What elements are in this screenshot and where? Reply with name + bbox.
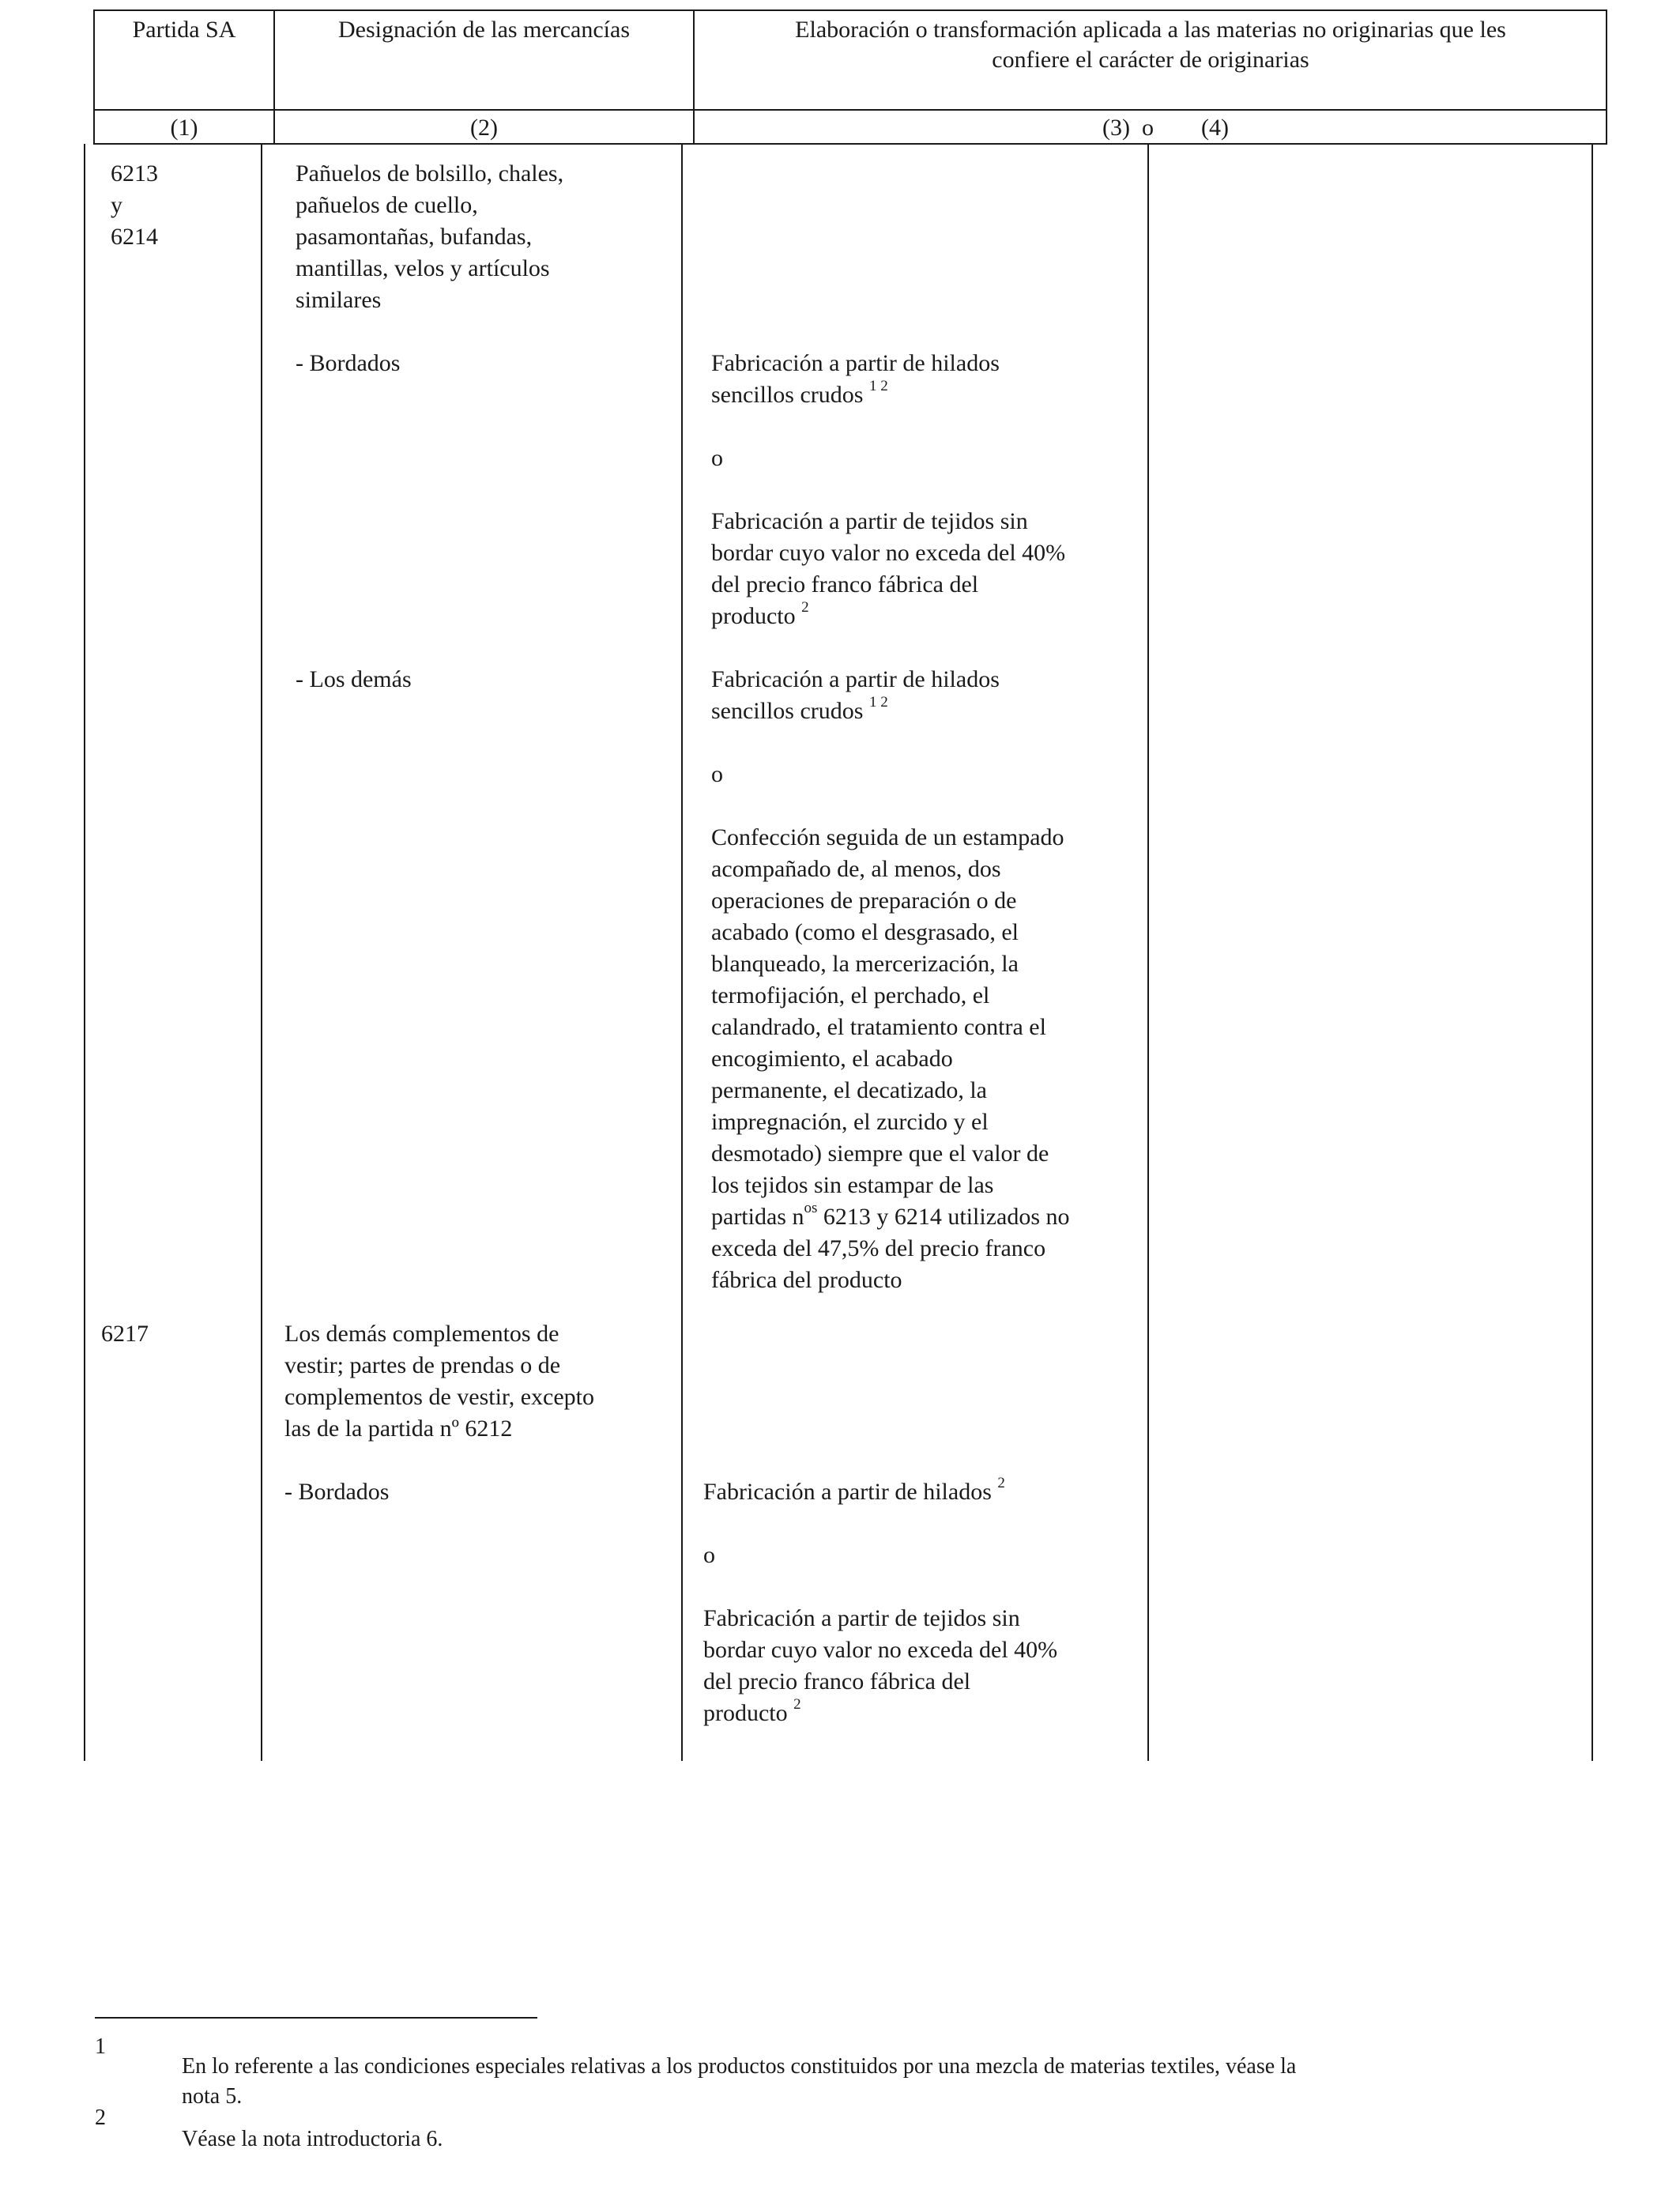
or-word: o: [711, 445, 723, 471]
rule-line: acompañado de, al menos, dos: [711, 856, 1001, 882]
rule-line: exceda del 47,5% del precio franco: [711, 1235, 1046, 1261]
rule-line: Fabricación a partir de tejidos sin: [703, 1605, 1020, 1631]
or-word: o: [703, 1542, 715, 1568]
header-designacion: Designación de las mercancías: [337, 17, 630, 43]
row-designation-line: pañuelos de cuello,: [296, 192, 478, 218]
rule-line: del precio franco fábrica del: [711, 571, 979, 598]
row-code-line: y: [111, 192, 122, 218]
subitem-label: - Bordados: [296, 350, 401, 376]
footnote-ref: 1 2: [868, 694, 888, 711]
rule-line: [703, 1476, 1005, 1508]
body-divider-2: [681, 144, 683, 1761]
rule-line: bordar cuyo valor no exceda del 40%: [703, 1637, 1058, 1663]
header-bottom-rule: [93, 109, 1607, 111]
rule-line: fábrica del producto: [711, 1267, 902, 1293]
row-designation-line: mantillas, velos y artículos: [296, 255, 550, 281]
superscript-os: os: [804, 1200, 818, 1216]
footnote-ref: 2: [997, 1475, 1005, 1491]
subitem-label: - Bordados: [284, 1479, 390, 1505]
colnum-or: o: [1142, 115, 1154, 141]
rule-text: sencillos crudos: [711, 382, 864, 408]
rule-line: calandrado, el tratamiento contra el: [711, 1014, 1046, 1040]
row-code-line: 6213: [111, 160, 158, 187]
row-designation-line: vestir; partes de prendas o de: [284, 1352, 561, 1378]
body-divider-3: [1147, 144, 1149, 1761]
row-designation-line: Los demás complementos de: [284, 1321, 559, 1347]
rule-text: Fabricación a partir de hilados: [703, 1479, 992, 1505]
footnote-text: En lo referente a las condiciones especiales relativas a los productos constituidos por una mezcla de materias textiles, véase la: [182, 2054, 1297, 2079]
rule-line: los tejidos sin estampar de las: [711, 1172, 994, 1198]
rule-line: desmotado) siempre que el valor de: [711, 1140, 1049, 1167]
header-partida-sa: Partida SA: [132, 17, 236, 43]
rule-text: sencillos crudos: [711, 698, 864, 724]
body-right-border: [1591, 144, 1593, 1761]
colnum-4: (4): [1201, 115, 1229, 141]
footnote-number: 2: [95, 2105, 106, 2130]
rule-text: producto: [711, 603, 796, 629]
rule-line: termofijación, el perchado, el: [711, 982, 990, 1008]
table-top-border: [93, 9, 1607, 11]
rule-line: permanente, el decatizado, la: [711, 1077, 987, 1103]
footnote-separator: [95, 2017, 537, 2019]
footnote-text: Véase la nota introductoria 6.: [182, 2127, 443, 2151]
footnote-text: nota 5.: [182, 2084, 243, 2109]
header-elaboracion-line2: confiere el carácter de originarias: [992, 47, 1309, 73]
rule-line: del precio franco fábrica del: [703, 1668, 971, 1695]
rule-line: [711, 696, 888, 727]
row-code-line: 6214: [111, 224, 158, 250]
rule-line: acabado (como el desgrasado, el: [711, 919, 1019, 945]
row-designation-line: similares: [296, 287, 382, 313]
rule-line: impregnación, el zurcido y el: [711, 1109, 989, 1135]
footnote-number: 1: [95, 2034, 106, 2059]
rule-text: producto: [703, 1700, 788, 1726]
row-code-line: 6217: [101, 1321, 149, 1347]
rule-line: bordar cuyo valor no exceda del 40%: [711, 540, 1066, 566]
colnum-2: (2): [470, 115, 498, 141]
rule-line: [711, 1201, 1070, 1233]
colnum-1: (1): [170, 115, 198, 141]
footnote-ref: 1 2: [868, 378, 888, 394]
rule-line: operaciones de preparación o de: [711, 888, 1017, 914]
rule-line: Fabricación a partir de tejidos sin: [711, 508, 1028, 534]
rule-text: partidas n: [711, 1204, 804, 1230]
colnum-3: (3): [1102, 115, 1130, 141]
header-divider-2: [693, 9, 695, 144]
rule-line: encogimiento, el acabado: [711, 1046, 953, 1072]
row-designation-line: las de la partida nº 6212: [284, 1416, 513, 1442]
footnote-ref: 2: [793, 1696, 801, 1713]
rule-line: blanqueado, la mercerización, la: [711, 951, 1019, 977]
rule-line: Fabricación a partir de hilados: [711, 666, 1000, 692]
body-divider-1: [261, 144, 262, 1761]
header-elaboracion-line1: Elaboración o transformación aplicada a las materias no originarias que les: [795, 17, 1506, 43]
rule-text: 6213 y 6214 utilizados no: [817, 1204, 1070, 1230]
header-right-border: [1606, 9, 1607, 144]
body-left-border: [84, 144, 85, 1761]
rule-line: [703, 1698, 801, 1729]
rule-line: Fabricación a partir de hilados: [711, 350, 1000, 376]
footnote-ref: 2: [801, 599, 809, 616]
row-designation-line: complementos de vestir, excepto: [284, 1384, 595, 1410]
subitem-label: - Los demás: [296, 666, 412, 692]
rule-line: [711, 379, 888, 411]
row-designation-line: pasamontañas, bufandas,: [296, 224, 533, 250]
rule-line: [711, 601, 809, 632]
row-designation-line: Pañuelos de bolsillo, chales,: [296, 160, 564, 187]
rule-line: Confección seguida de un estampado: [711, 824, 1064, 850]
or-word: o: [711, 761, 723, 787]
